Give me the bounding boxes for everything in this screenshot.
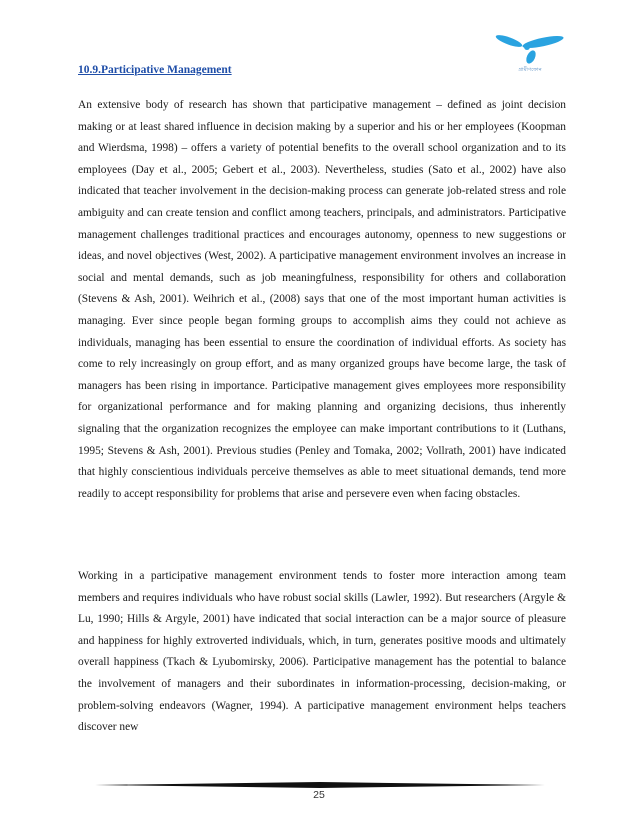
footer-divider	[95, 775, 545, 781]
propeller-logo-icon	[493, 30, 567, 70]
paragraph-participative-management: An extensive body of research has shown that participative management – defined as joint decision making or at least shared influence in decision making by a superior and his or her employees (Koopman and Wierdsma, 1998) – offers a variety of potential benefits to the overall school organization and to its employees (Day et al., 2005; Gebert et al., 2003). Nevertheless, studies (Sato et al., 2002) have also indicated that teacher involvement in the decision-making process can generate job-related stress and role ambiguity and can create tension and conflict among teachers, principals, and administrators. Participative management challenges traditional practices and encourages autonomy, openness to new suggestions or ideas, and novel objectives (West, 2002). A participative management environment involves an increase in social and mental demands, such as job meaningfulness, responsibility for others and collaboration (Stevens & Ash, 2001). Weihrich et al., (2008) says that one of the most important human activities is managing. Ever since people began forming groups to accomplish aims they could not achieve as individuals, managing has been essential to ensure the coordination of individual efforts. As society has come to rely increasingly on group effort, and as many organized groups have become large, the task of managers has been rising in importance. Participative management gives employees more responsibility for organizational performance and for making planning and organizing decisions, thus inherently signaling that the organization recognizes the employee can make important contributions to it (Luthans, 1995; Stevens & Ash, 2001). Previous studies (Penley and Tomaka, 2002; Vollrath, 2001) have indicated that highly conscientious individuals perceive themselves as able to meet situational demands, tend more readily to accept responsibility for problems that arise and persevere even when facing obstacles.	[78, 99, 566, 500]
company-logo	[493, 30, 567, 80]
logo-caption: গ্রামীণফোন	[518, 67, 542, 73]
section-heading: 10.9.Participative Management	[78, 64, 232, 76]
paragraph-working-environment: Working in a participative management environment tends to foster more interaction among team members and requires individuals who have robust social skills (Lawler, 1992). But researchers (Argyle & Lu, 1990; Hills & Argyle, 2001) have indicated that social interaction can be a major source of pleasure and happiness for highly extroverted individuals, which, in turn, generates positive moods and ultimately overall happiness (Tkach & Lyubomirsky, 2006). Participative management has the potential to balance the involvement of managers and their subordinates in information-processing, decision-making, or problem-solving endeavors (Wagner, 1994). A participative management environment helps teachers discover new	[78, 570, 566, 734]
page-number: 25	[313, 789, 325, 801]
